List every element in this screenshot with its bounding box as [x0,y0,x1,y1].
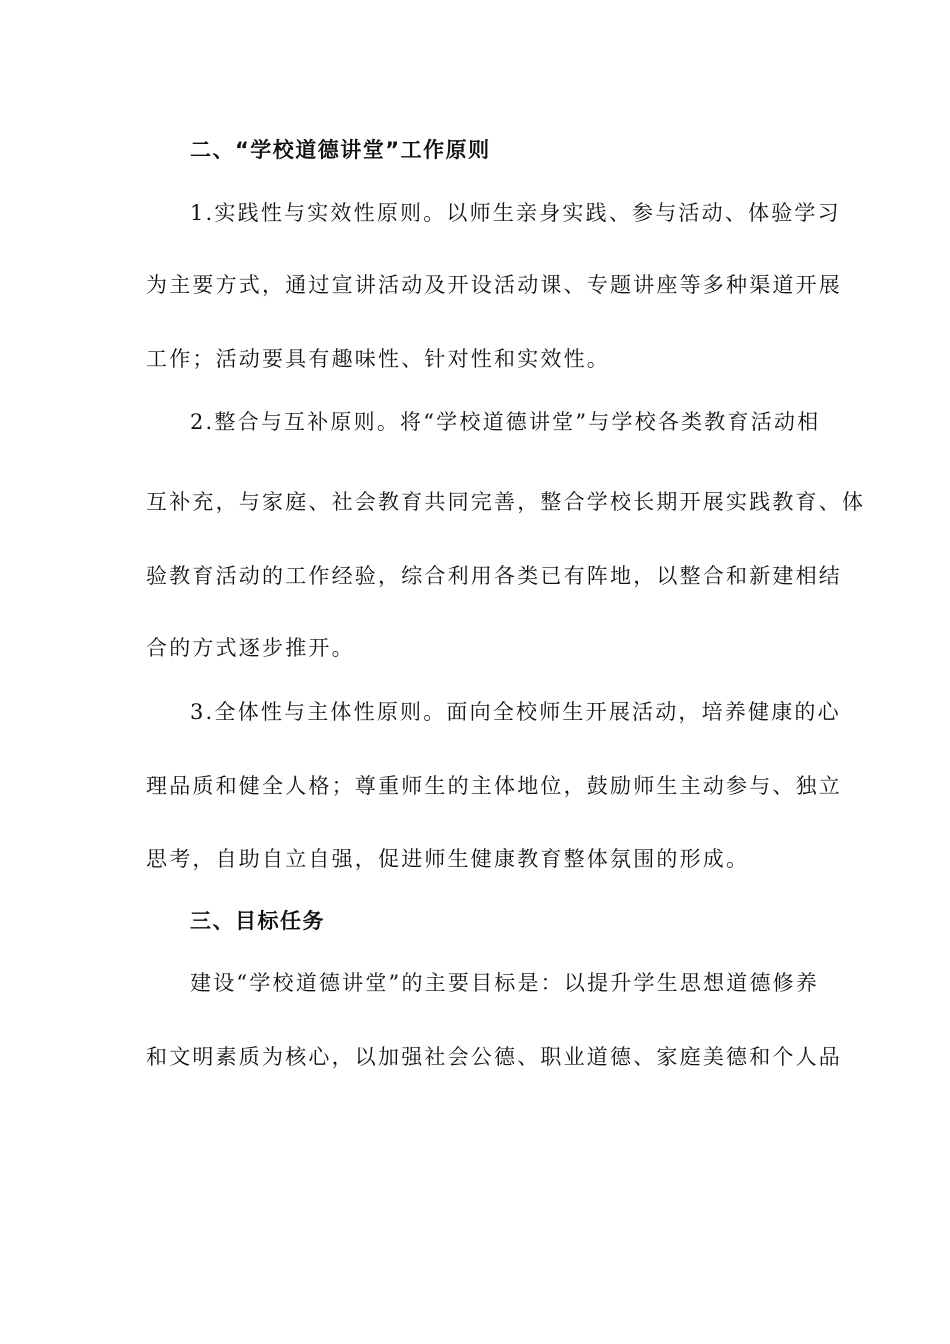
paragraph-practice-line-2: 为主要方式，通过宣讲活动及开设活动课、专题讲座等多种渠道开展 [146,273,842,297]
paragraph-integration-line-4: 合的方式逐步推开。 [146,636,355,660]
paragraph-practice-line-3: 工作；活动要具有趣味性、针对性和实效性。 [146,347,610,371]
section-heading-principles: 二、“学校道德讲堂”工作原则 [190,138,491,162]
paragraph-entirety-line-3: 思考，自助自立自强，促进师生健康教育整体氛围的形成。 [146,847,750,871]
section-heading-goals: 三、目标任务 [190,909,325,933]
paragraph-goals-line-2: 和文明素质为核心，以加强社会公德、职业道德、家庭美德和个人品 [146,1045,842,1069]
paragraph-entirety-line-1: 3.全体性与主体性原则。面向全校师生开展活动，培养健康的心 [190,700,841,724]
paragraph-goals-line-1: 建设“学校道德讲堂”的主要目标是：以提升学生思想道德修养 [190,971,820,995]
paragraph-integration-line-3: 验教育活动的工作经验，综合利用各类已有阵地，以整合和新建相结 [146,564,842,588]
paragraph-practice-line-1: 1.实践性与实效性原则。以师生亲身实践、参与活动、体验学习 [190,201,841,225]
paragraph-integration-line-2: 互补充，与家庭、社会教育共同完善，整合学校长期开展实践教育、体 [146,490,866,514]
paragraph-entirety-line-2: 理品质和健全人格；尊重师生的主体地位，鼓励师生主动参与、独立 [146,774,842,798]
paragraph-integration-line-1: 2.整合与互补原则。将“学校道德讲堂”与学校各类教育活动相 [190,410,821,434]
